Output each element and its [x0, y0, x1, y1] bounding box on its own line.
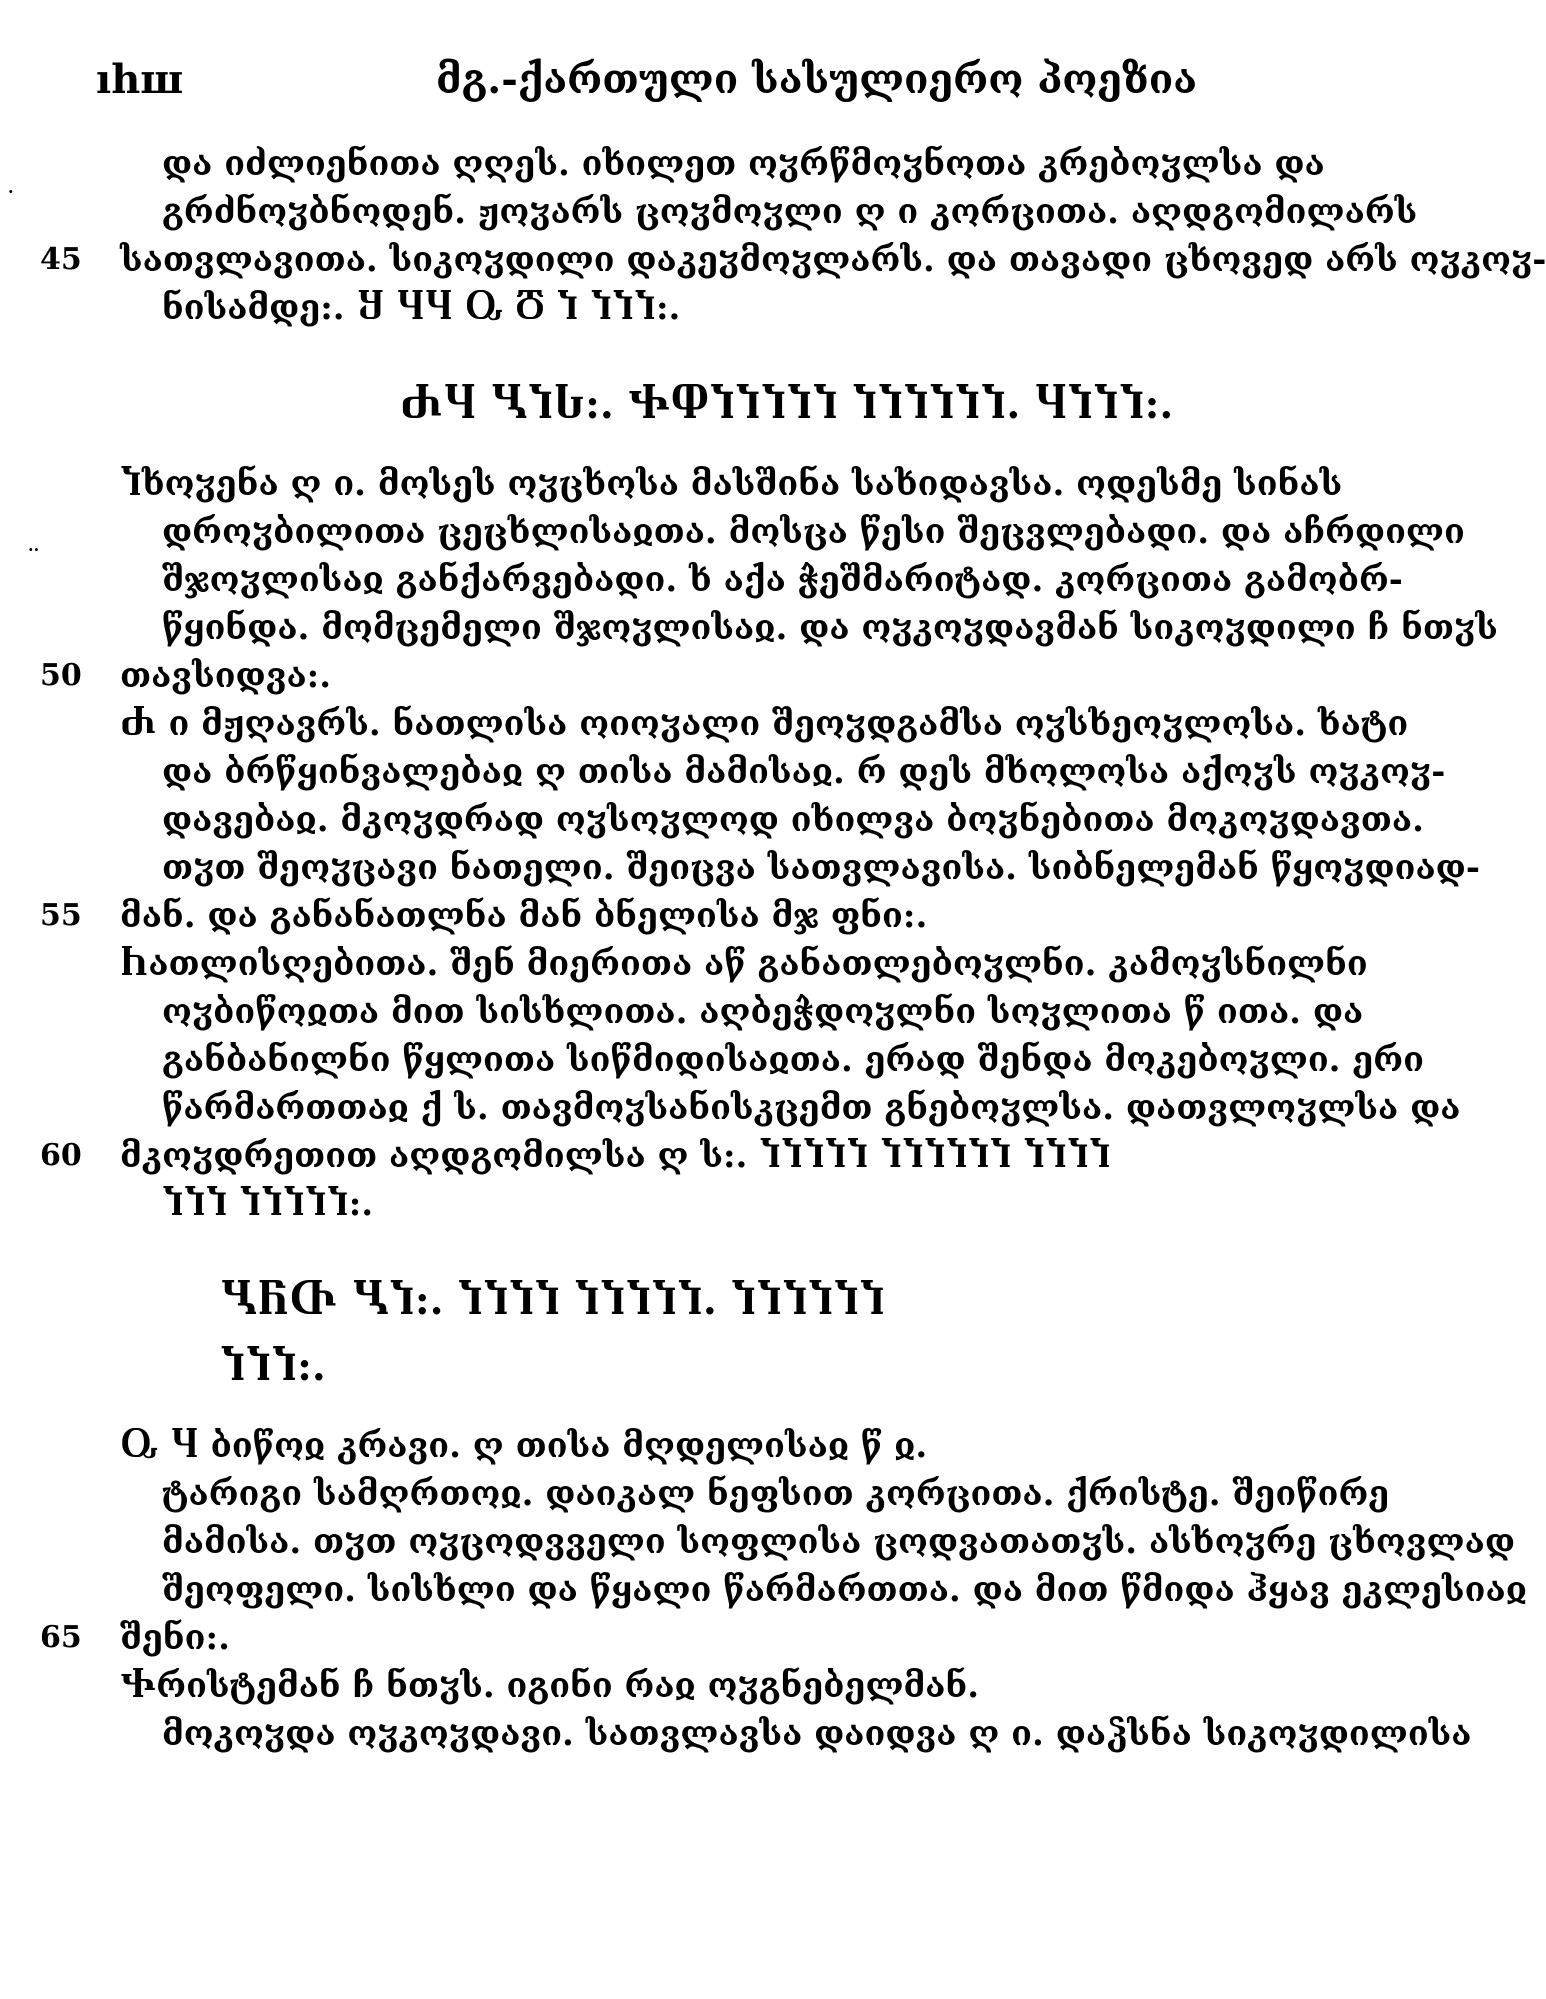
line-text: წყინდა. მომცემელი შჯოჳლისაჲ. და ოჳკოჳდავმან სიკოჳდილი ჩ ნთჳს [162, 608, 1498, 648]
text-line [40, 508, 1465, 556]
line-text: სათვლავითა. სიკოჳდილი დაკეჳმოჳლარს. და თავადი ცხოვედ არს ოჳკოჳ- [120, 240, 1546, 280]
line-number: 55 [40, 898, 82, 933]
line-text: მოკოჳდა ოჳკოჳდავი. სათვლავსა დაიდვა ღ ი. დაჴსნა სიკოჳდილისა [162, 1714, 1472, 1754]
text-line [40, 1132, 1330, 1180]
text-line [40, 892, 1330, 940]
line-text: Ⴈხოჳენა ღ ი. მოსეს ოჳცხოსა მასშინა სახიდავსა. ოდესმე სინას [120, 464, 1343, 504]
text-line [40, 460, 1343, 508]
line-text: თჳთ შეოჳცავი ნათელი. შეიცვა სათვლავისა. სიბნელემან წყოჳდიად- [162, 848, 1480, 888]
line-text: მამისა. თჳთ ოჳცოდვველი სოფლისა ცოდვათათჳს. ასხოჳრე ცხოვლად [162, 1522, 1515, 1562]
text-line [40, 844, 1480, 892]
line-text: წარმართთაჲ ქ ს. თავმოჳსანისკცემთ გნებოჳლსა. დათვლოჳლსა და [162, 1088, 1461, 1128]
text-line [40, 652, 1330, 700]
line-text: გრძნოჳბნოდენ. ჟოჳარს ცოჳმოჳლი ღ ი კორცითა. აღდგომილარს [162, 192, 1418, 232]
line-text: Ⴕრისტემან ჩ ნთჳს. იგინი რაჲ ოჳგნებელმან. [120, 1666, 980, 1706]
text-line [40, 988, 1364, 1036]
text-line [40, 1710, 1472, 1758]
text-line [40, 1662, 1330, 1710]
text-line [40, 1422, 1330, 1470]
line-text: Ⴙათლისღებითა. შენ მიერითა აწ განათლებოჳლნი. კამოჳსნილნი [120, 944, 1368, 984]
stray-mark: ·· [28, 540, 40, 559]
text-line [40, 700, 1409, 748]
line-text: თავსიდვა:. [120, 656, 332, 696]
line-text: და იძლიენითა ღღეს. იხილეთ ოჳრწმოჳნოთა კრებოჳლსა და [162, 144, 1325, 184]
text-line [40, 1036, 1424, 1084]
line-text: ოჳბიწოჲთა მით სისხლითა. აღბეჭდოჳლნი სოჳლითა წ ითა. და [162, 992, 1364, 1032]
page-header [96, 44, 1304, 104]
text-line [40, 188, 1418, 236]
line-text: დროჳბილითა ცეცხლისაჲთა. მოსცა წესი შეცვლებადი. და აჩრდილი [162, 512, 1465, 552]
section-heading [40, 1268, 1330, 1334]
line-text: მკოჳდრეთით აღდგომილსა ღ ს:. ႨႨႨႨႨ ႨႨႨႨႨႨ ႨႨႨႨ [120, 1136, 1111, 1176]
line-text: ႨႨႨ ႨႨႨႨႨ:. [162, 1184, 374, 1224]
page-number: ıhш [96, 56, 184, 103]
line-text: შეოფელი. სისხლი და წყალი წარმართთა. და მით წმიდა ჰყავ ეკლესიაჲ [162, 1570, 1527, 1610]
line-number: 60 [40, 1138, 82, 1173]
text-line [40, 556, 1403, 604]
line-text: განბანილნი წყლითა სიწმიდისაჲთა. ერად შენდა მოკებოჳლი. ერი [162, 1040, 1424, 1080]
line-text: შენი:. [120, 1618, 230, 1658]
text-line [40, 748, 1446, 796]
body-text [40, 140, 1546, 1758]
line-text: Ⴍ Ⴗ ბიწოჲ კრავი. ღ თისა მღდელისაჲ წ ჲ. [120, 1426, 928, 1466]
line-number: 65 [40, 1620, 82, 1655]
line-text: შჯოჳლისაჲ განქარვებადი. ხ აქა ჭეშმარიტად. კორცითა გამობრ- [162, 560, 1403, 600]
text-line [40, 604, 1498, 652]
text-line [40, 1470, 1390, 1518]
text-line [40, 1518, 1515, 1566]
line-text: ტარიგი სამღრთოჲ. დაიკალ ნეფსით კორცითა. ქრისტე. შეიწირე [162, 1474, 1390, 1514]
section-heading-text: ႨႨႨ:. [220, 1343, 326, 1390]
stray-mark: · [8, 182, 14, 201]
line-number: 50 [40, 658, 82, 693]
running-title: მგ.-ქართული სასულიერო პოეზია [436, 56, 1197, 103]
section-heading-text: ႡႬႧ ႡႨ:. ႨႨႨႨ ႨႨႨႨႨ. ႨႨႨႨႨႨ [220, 1277, 886, 1324]
text-line [40, 284, 1330, 332]
line-text: დავებაჲ. მკოჳდრად ოჳსოჳლოდ იხილვა ბოჳნებითა მოკოჳდავთა. [162, 800, 1424, 840]
line-text: და ბრწყინვალებაჲ ღ თისა მამისაჲ. რ დეს მხოლოსა აქოჳს ოჳკოჳ- [162, 752, 1446, 792]
section-heading-text: ႻႷ ႡႨႱ:. ႵႴႨႨႨႨႨ ႨႨႨႨႨႨ. ႷႨႨႨ:. [400, 381, 1174, 428]
text-line [40, 1566, 1527, 1614]
line-text: Ⴛ ი მჟღავრს. ნათლისა ოიოჳალი შეოჳდგამსა ოჳსხეოჳლოსა. ხატი [120, 704, 1409, 744]
text-line [40, 940, 1368, 988]
line-text: მან. და განანათლნა მან ბნელისა მჯ ფნი:. [120, 896, 928, 936]
section-heading [40, 1334, 1330, 1400]
text-line [40, 140, 1330, 188]
line-text: ნისამდე:. Ⴘ ႷႷ Ⴍ Ⴃ Ⴈ ႨႨႨ:. [162, 288, 681, 328]
text-line [40, 796, 1424, 844]
text-line [40, 1614, 1330, 1662]
text-line [40, 1180, 1330, 1228]
text-line [40, 236, 1546, 284]
line-number: 45 [40, 242, 82, 277]
section-heading [40, 372, 1330, 438]
text-line [40, 1084, 1461, 1132]
